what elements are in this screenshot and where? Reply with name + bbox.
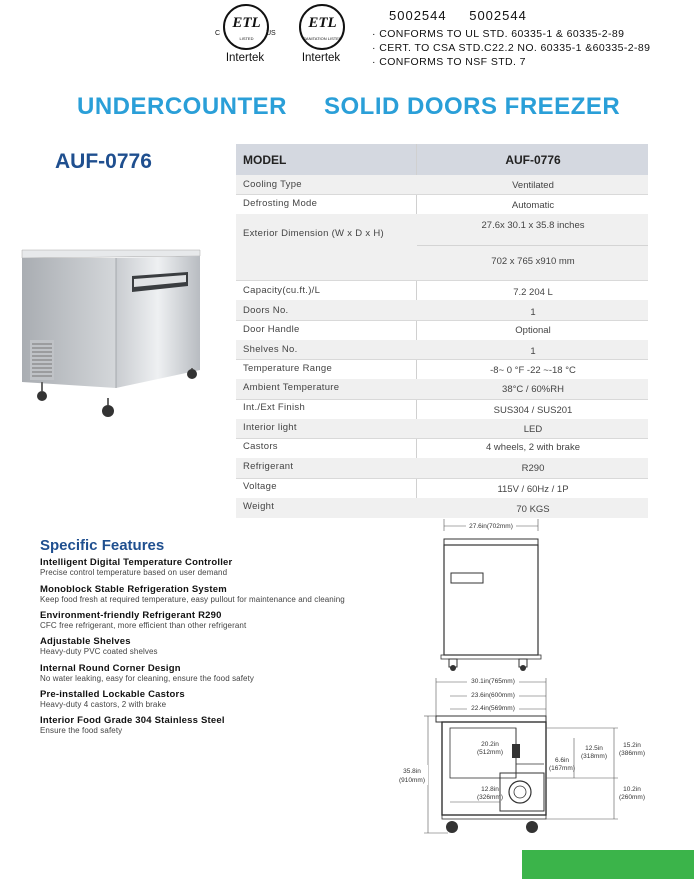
shelf-height-label: 6.6in <box>554 757 570 764</box>
height-386-mm-label: (386mm) <box>618 750 646 757</box>
spec-value: 38°C / 60%RH <box>502 384 564 395</box>
spec-value-mm: 702 x 765 x910 mm <box>491 256 575 267</box>
features-title: Specific Features <box>40 537 165 554</box>
spec-row-voltage <box>236 478 648 499</box>
spec-value: 70 KGS <box>516 504 550 515</box>
feature-title: Intelligent Digital Temperature Controller <box>40 557 233 568</box>
feature-title: Adjustable Shelves <box>40 636 131 647</box>
spec-label: Exterior Dimension (W x D x H) <box>243 228 384 239</box>
spec-label: Interior light <box>243 422 297 433</box>
etl-sanitation-text: SANITATION LISTED <box>303 36 342 41</box>
height-318-label: 12.5in <box>585 745 603 752</box>
feature-item <box>40 610 246 630</box>
spec-label: Temperature Range <box>243 363 333 374</box>
feature-desc: Precise control temperature based on user demand <box>40 568 228 577</box>
feature-item <box>40 557 232 577</box>
etl-listed-text: LISTED <box>239 36 254 41</box>
spec-value: Ventilated <box>512 180 554 191</box>
accent-bar <box>522 850 694 879</box>
spec-value: 7.2 204 L <box>513 287 553 298</box>
depth-inner-label: 22.4in(569mm) <box>471 705 515 712</box>
height-386-label: 15.2in <box>623 742 641 749</box>
side-section-drawing <box>392 672 662 842</box>
spec-row-interior-light <box>236 419 648 439</box>
spec-row-finish <box>236 399 648 420</box>
height-total-label: 35.8in <box>403 768 421 775</box>
spec-value: LED <box>523 424 543 435</box>
interior-height-mm-label: (512mm) <box>476 749 504 756</box>
feature-desc: Heavy-duty PVC coated shelves <box>40 647 158 656</box>
feature-item <box>40 663 254 683</box>
feature-title: Monoblock Stable Refrigeration System <box>40 584 227 595</box>
spec-value-inches: 27.6x 30.1 x 35.8 inches <box>481 220 585 231</box>
spec-row-capacity <box>236 280 648 301</box>
height-total-mm-label: (910mm) <box>398 777 426 784</box>
feature-desc: Ensure the food safety <box>40 726 123 735</box>
spec-label: Door Handle <box>243 324 300 335</box>
conformity-ul: · CONFORMS TO UL STD. 60335-1 & 60335-2-89 <box>372 28 625 40</box>
spec-label: Capacity(cu.ft.)/L <box>243 285 321 296</box>
headline-undercounter: UNDERCOUNTER <box>77 93 287 120</box>
compressor-width-label: 12.8in <box>481 786 499 793</box>
spec-row-doors-no <box>236 300 648 321</box>
conformity-nsf: · CONFORMS TO NSF STD. 7 <box>372 56 526 68</box>
front-width-label: 27.6in(702mm) <box>469 523 513 530</box>
shelf-height-mm-label: (167mm) <box>548 765 576 772</box>
feature-title: Environment-friendly Refrigerant R290 <box>40 610 222 621</box>
spec-value: R290 <box>521 463 545 474</box>
header-model-value: AUF-0776 <box>505 153 561 167</box>
headline-solid-doors-freezer: SOLID DOORS FREEZER <box>324 93 621 120</box>
spec-value: 1 <box>530 346 536 357</box>
spec-row-temperature-range <box>236 359 648 380</box>
spec-value: 115V / 60Hz / 1P <box>497 484 569 495</box>
spec-label: Cooling Type <box>243 179 302 190</box>
cert-us-text: US <box>266 30 276 37</box>
spec-value: Optional <box>515 325 551 336</box>
etl-mark-text: ETL <box>232 15 261 31</box>
height-260-mm-label: (260mm) <box>618 794 646 801</box>
feature-desc: Heavy-duty 4 castors, 2 with brake <box>40 700 167 709</box>
height-318-mm-label: (318mm) <box>580 753 608 760</box>
spec-label: Voltage <box>243 481 277 492</box>
feature-item <box>40 689 185 709</box>
intertek-label: Intertek <box>301 52 341 64</box>
etl-sanitation-mark <box>290 0 352 70</box>
etl-listed-mark <box>214 0 276 70</box>
feature-desc: Keep food fresh at required temperature, easy pullout for maintenance and cleaning <box>40 595 345 604</box>
spec-table <box>236 144 648 518</box>
feature-title: Internal Round Corner Design <box>40 663 181 674</box>
spec-value: 1 <box>530 307 536 318</box>
product-codes: 5002544 5002544 <box>389 8 527 23</box>
spec-label: Int./Ext Finish <box>243 402 306 413</box>
spec-row-shelves-no <box>236 340 648 360</box>
spec-value: -8~ 0 °F -22 ~-18 °C <box>490 365 576 376</box>
cert-c-text: C <box>215 30 221 37</box>
etl-mark-text: ETL <box>308 15 337 31</box>
intertek-label: Intertek <box>225 52 265 64</box>
spec-row-exterior-dimension <box>236 214 648 281</box>
spec-row-cooling-type <box>236 175 648 195</box>
feature-desc: CFC free refrigerant, more efficient than other refrigerant <box>40 621 247 630</box>
feature-title: Interior Food Grade 304 Stainless Steel <box>40 715 225 726</box>
feature-item <box>40 636 158 656</box>
spec-label: Weight <box>243 501 275 512</box>
spec-row-refrigerant <box>236 458 648 479</box>
spec-label: Defrosting Mode <box>243 198 318 209</box>
front-view-drawing <box>436 515 546 675</box>
depth-mid-label: 23.6in(600mm) <box>471 692 515 699</box>
spec-label: Doors No. <box>243 305 289 316</box>
spec-row-defrosting-mode <box>236 194 648 215</box>
spec-label: Ambient Temperature <box>243 382 340 393</box>
spec-label: Refrigerant <box>243 461 294 472</box>
height-260-label: 10.2in <box>623 786 641 793</box>
spec-row-door-handle <box>236 320 648 341</box>
header-model-label: MODEL <box>243 153 287 167</box>
spec-value: SUS304 / SUS201 <box>493 405 573 416</box>
feature-title: Pre-installed Lockable Castors <box>40 689 185 700</box>
spec-row-ambient-temperature <box>236 379 648 400</box>
feature-item <box>40 715 225 735</box>
spec-value: 4 wheels, 2 with brake <box>486 442 580 453</box>
compressor-width-mm-label: (326mm) <box>476 794 504 801</box>
depth-total-label: 30.1in(765mm) <box>471 678 515 685</box>
freezer-product-image <box>18 240 208 420</box>
spec-label: Castors <box>243 441 278 452</box>
spec-row-castors <box>236 438 648 459</box>
conformity-csa: · CERT. TO CSA STD.C22.2 NO. 60335-1 &60335-2-89 <box>372 42 651 54</box>
spec-value: Automatic <box>511 200 555 211</box>
feature-desc: No water leaking, easy for cleaning, ensure the food safety <box>40 674 255 683</box>
spec-label: Shelves No. <box>243 344 298 355</box>
spec-table-header <box>236 144 648 175</box>
model-title: AUF-0776 <box>55 150 152 173</box>
interior-height-label: 20.2in <box>481 741 499 748</box>
feature-item <box>40 584 345 604</box>
